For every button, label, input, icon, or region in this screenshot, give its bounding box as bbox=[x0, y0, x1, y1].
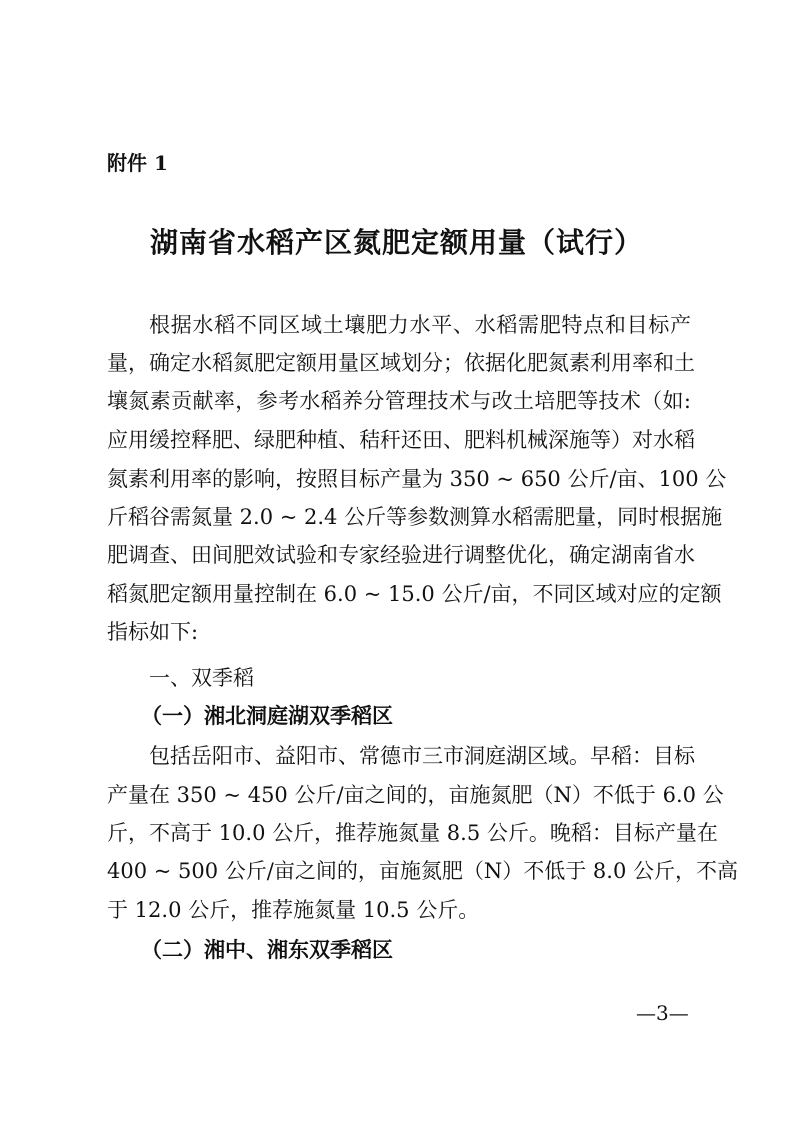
paragraph-line: 400 ~ 500 公斤/亩之间的，亩施氮肥（N）不低于 8.0 公斤，不高 bbox=[107, 859, 738, 883]
paragraph-line: 壤氮素贡献率，参考水稻养分管理技术与改土培肥等技术（如: bbox=[107, 389, 691, 413]
page-number: —3— bbox=[636, 1001, 689, 1025]
paragraph-line: 稻氮肥定额用量控制在 6.0 ~ 15.0 公斤/亩，不同区域对应的定额 bbox=[107, 582, 722, 606]
paragraph-line: 肥调查、田间肥效试验和专家经验进行调整优化，确定湖南省水 bbox=[107, 543, 695, 567]
paragraph-line: 氮素利用率的影响，按照目标产量为 350 ~ 650 公斤/亩、100 公 bbox=[107, 467, 727, 491]
section-heading: 一、双季稻 bbox=[149, 666, 254, 690]
subsection-heading: （二）湘中、湘东双季稻区 bbox=[141, 937, 393, 962]
document-title: 湖南省水稻产区氮肥定额用量（试行） bbox=[149, 226, 643, 259]
paragraph-line: 量，确定水稻氮肥定额用量区域划分；依据化肥氮素利用率和土 bbox=[107, 351, 695, 375]
annex-label: 附件 1 bbox=[107, 151, 168, 175]
paragraph-line: 应用缓控释肥、绿肥种植、秸秆还田、肥料机械深施等）对水稻 bbox=[107, 428, 695, 452]
paragraph-line: 于 12.0 公斤，推荐施氮量 10.5 公斤。 bbox=[107, 898, 480, 922]
paragraph-line: 斤，不高于 10.0 公斤，推荐施氮量 8.5 公斤。晚稻：目标产量在 bbox=[107, 821, 718, 845]
paragraph-line: 根据水稻不同区域土壤肥力水平、水稻需肥特点和目标产 bbox=[149, 313, 691, 337]
paragraph-line: 斤稻谷需氮量 2.0 ~ 2.4 公斤等参数测算水稻需肥量，同时根据施 bbox=[107, 505, 723, 529]
paragraph-line: 包括岳阳市、益阳市、常德市三市洞庭湖区域。早稻：目标 bbox=[149, 744, 695, 768]
subsection-heading: （一）湘北洞庭湖双季稻区 bbox=[141, 703, 393, 728]
paragraph-line: 指标如下: bbox=[107, 620, 199, 644]
paragraph-line: 产量在 350 ~ 450 公斤/亩之间的，亩施氮肥（N）不低于 6.0 公 bbox=[107, 783, 724, 807]
